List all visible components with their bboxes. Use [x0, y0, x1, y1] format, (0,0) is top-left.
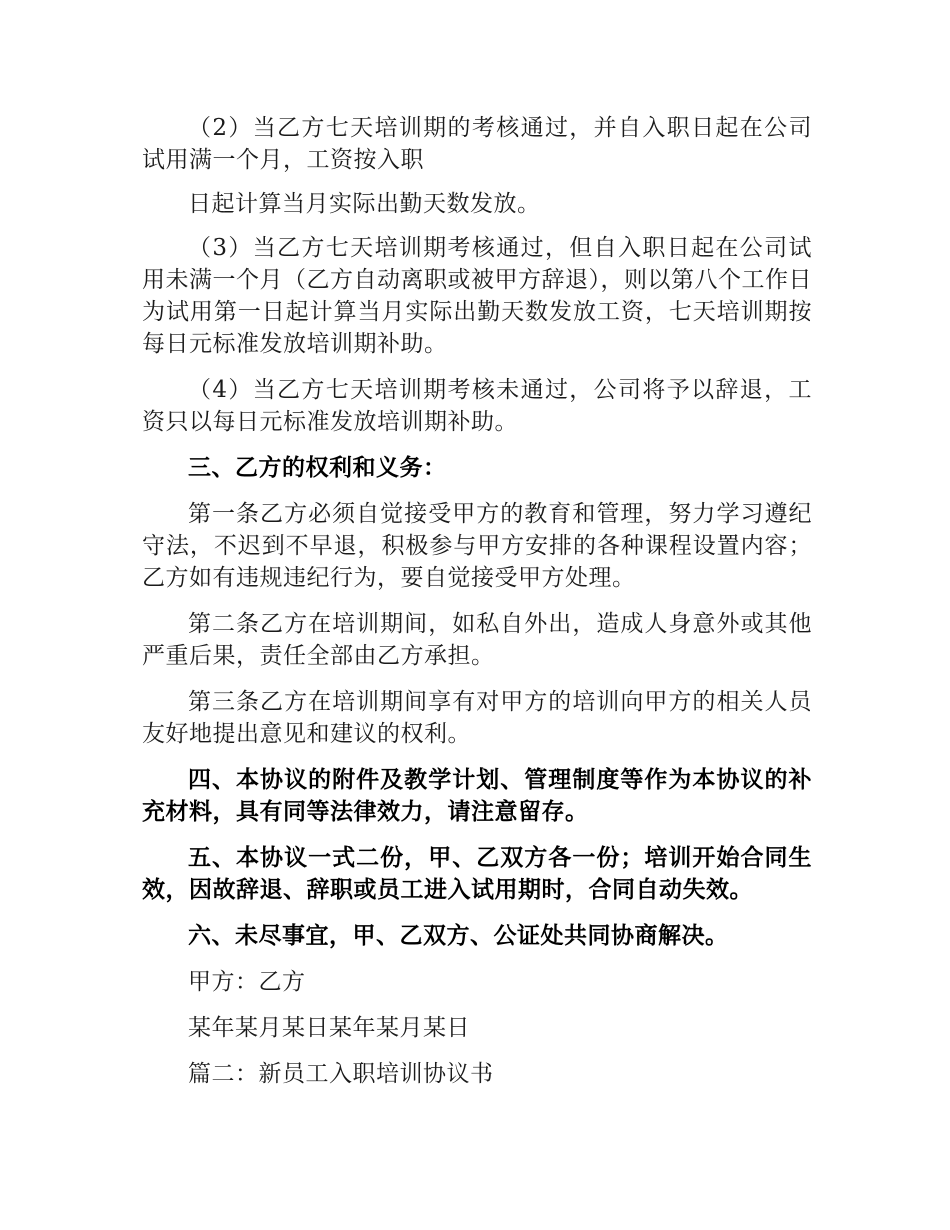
article-1-paragraph: 第一条乙方必须自觉接受甲方的教育和管理，努力学习遵纪守法，不迟到不早退，积极参与甲方安排的各种课程设置内容；乙方如有违规违纪行为，要自觉接受甲方处理。	[142, 501, 812, 591]
clause-2-paragraph: （2）当乙方七天培训期的考核通过，并自入职日起在公司试用满一个月，工资按入职	[142, 115, 812, 173]
section-3-heading: 三、乙方的权利和义务：	[188, 454, 447, 481]
section-6-paragraph: 六、未尽事宜，甲、乙双方、公证处共同协商解决。	[188, 922, 729, 949]
signature-dates-line: 某年某月某日某年某月某日	[188, 1015, 470, 1041]
clause-2-continuation-paragraph: 日起计算当月实际出勤天数发放。	[188, 191, 541, 217]
document-body	[142, 112, 812, 1104]
article-2-paragraph: 第二条乙方在培训期间，如私自外出，造成人身意外或其他严重后果，责任全部由乙方承担。	[142, 611, 812, 669]
next-document-title: 篇二：新员工入职培训协议书	[188, 1061, 494, 1087]
section-5-paragraph: 五、本协议一式二份，甲、乙双方各一份；培训开始合同生效，因故辞退、辞职或员工进入试用期时，合同自动失效。	[142, 844, 812, 903]
clause-3-paragraph: （3）当乙方七天培训期考核通过，但自入职日起在公司试用未满一个月（乙方自动离职或被甲方辞退），则以第八个工作日为试用第一日起计算当月实际出勤天数发放工资，七天培训期按每日元标准发放培训期补助。	[142, 235, 812, 357]
signature-parties-line: 甲方：乙方	[188, 969, 306, 995]
section-4-paragraph: 四、本协议的附件及教学计划、管理制度等作为本协议的补充材料，具有同等法律效力，请注意留存。	[142, 766, 812, 825]
clause-4-paragraph: （4）当乙方七天培训期考核未通过，公司将予以辞退，工资只以每日元标准发放培训期补助。	[142, 377, 812, 435]
article-3-paragraph: 第三条乙方在培训期间享有对甲方的培训向甲方的相关人员友好地提出意见和建议的权利。	[142, 689, 812, 747]
